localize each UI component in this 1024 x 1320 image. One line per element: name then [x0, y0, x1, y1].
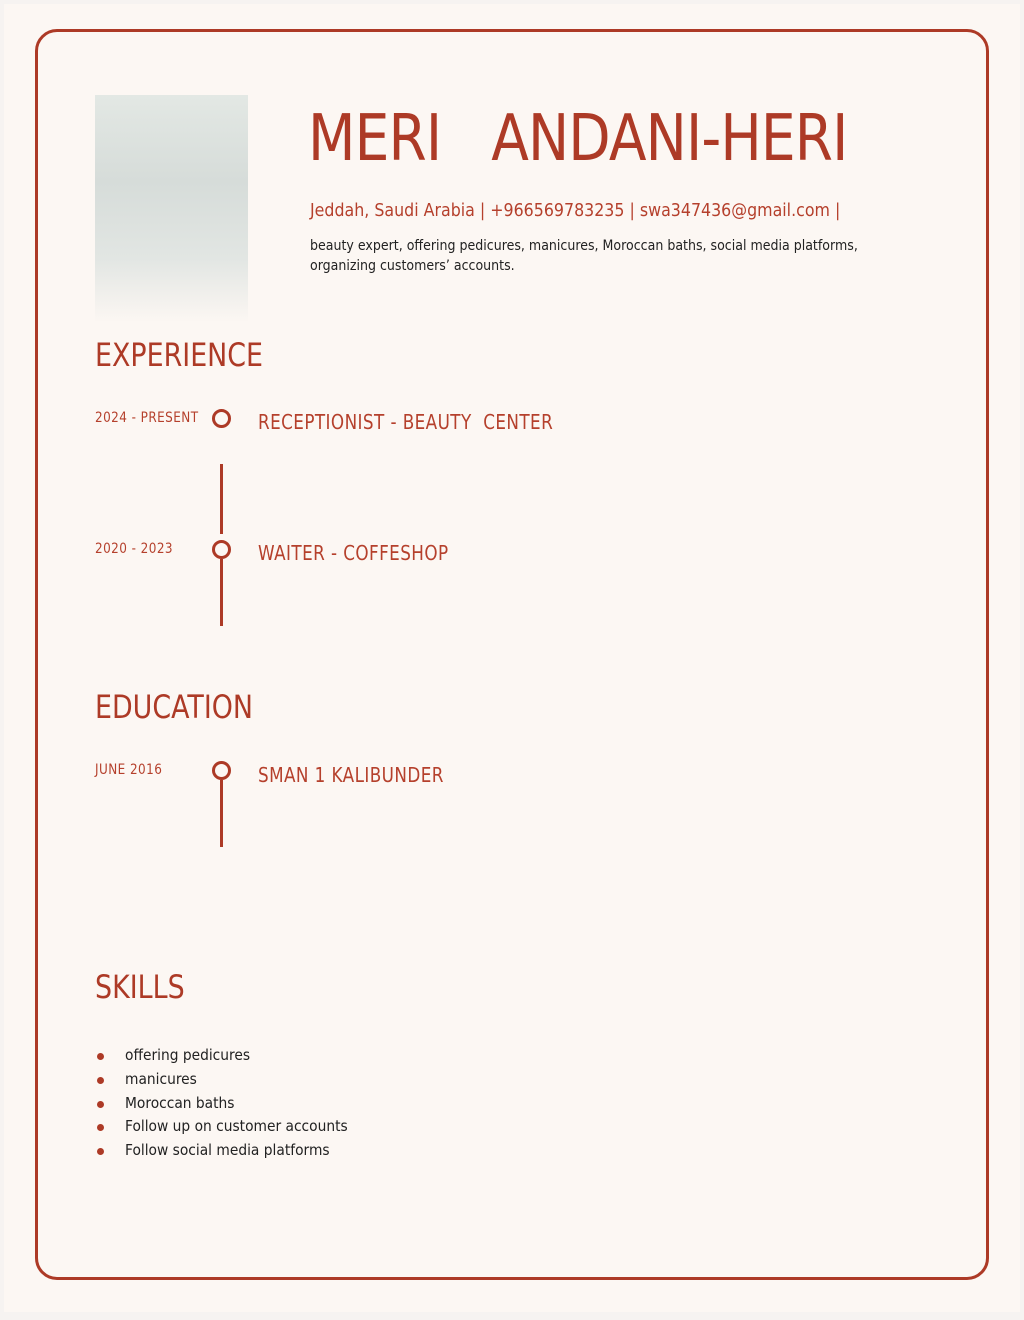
skill-text: Moroccan baths — [125, 1093, 235, 1112]
list-item — [95, 1044, 367, 1068]
list-item — [95, 1115, 367, 1139]
contact-line: Jeddah, Saudi Arabia | +966569783235 | swa347436@gmail.com | — [310, 200, 841, 221]
experience-date-1: 2024 - PRESENT — [95, 410, 199, 426]
skill-text: manicures — [125, 1069, 197, 1088]
bullet-icon — [97, 1124, 104, 1131]
timeline-node-icon — [212, 540, 231, 559]
full-name: MERI ANDANI-HERI — [308, 102, 848, 176]
experience-role-1: RECEPTIONIST - BEAUTY CENTER — [258, 410, 554, 434]
list-item — [95, 1139, 367, 1163]
bullet-icon — [97, 1053, 104, 1060]
profile-summary: beauty expert, offering pedicures, manicures, Moroccan baths, social media platforms, organizing customers’ accounts. — [310, 238, 858, 274]
skills-heading: SKILLS — [95, 968, 185, 1006]
list-item — [95, 1068, 367, 1092]
education-school-1: SMAN 1 KALIBUNDER — [258, 763, 444, 787]
bullet-icon — [97, 1148, 104, 1155]
skills-list — [95, 1044, 367, 1163]
experience-date-2: 2020 - 2023 — [95, 541, 174, 557]
education-date-1: JUNE 2016 — [95, 762, 163, 778]
timeline-node-icon — [212, 761, 231, 780]
skill-text: Follow up on customer accounts — [125, 1117, 348, 1136]
timeline-line — [220, 464, 223, 534]
bullet-icon — [97, 1101, 104, 1108]
timeline-node-icon — [212, 409, 231, 428]
experience-heading: EXPERIENCE — [95, 336, 264, 374]
timeline-line — [220, 780, 223, 847]
skill-text: offering pedicures — [125, 1046, 251, 1064]
bullet-icon — [97, 1077, 104, 1084]
profile-photo — [95, 95, 248, 323]
timeline-line — [220, 559, 223, 626]
education-heading: EDUCATION — [95, 688, 254, 726]
list-item — [95, 1092, 367, 1116]
experience-role-2: WAITER - COFFESHOP — [258, 541, 449, 565]
skill-text: Follow social media platforms — [125, 1141, 330, 1160]
